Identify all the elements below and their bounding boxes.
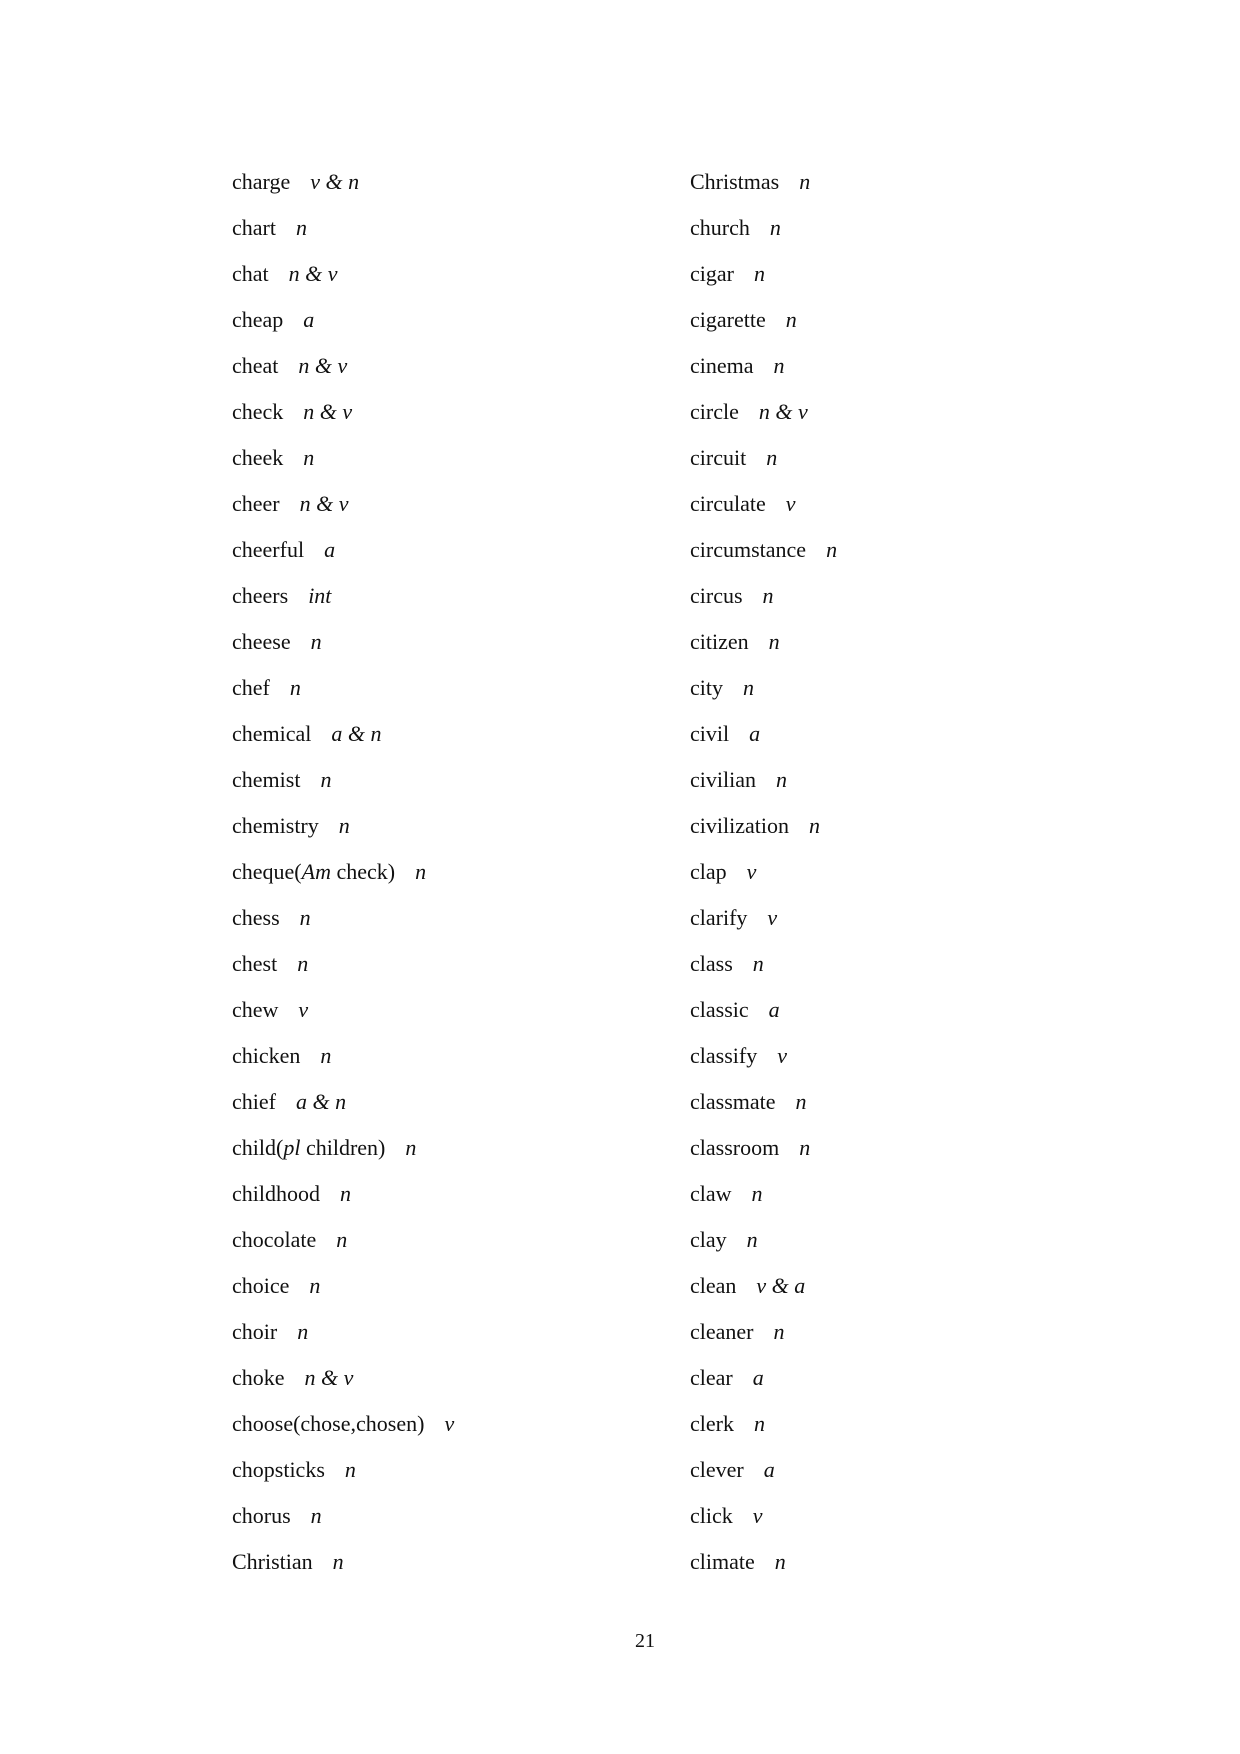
part-of-speech: n [344, 1457, 356, 1482]
part-of-speech: n [297, 1319, 309, 1344]
vocabulary-entry [690, 1033, 837, 1079]
headword [232, 629, 291, 654]
headword-text: clay [690, 1227, 727, 1252]
headword-text: cheap [232, 307, 284, 332]
headword [232, 307, 283, 332]
vocabulary-entry [690, 1401, 837, 1447]
vocabulary-entry [232, 251, 454, 297]
headword-text: circle [690, 399, 739, 424]
word-list-left-column [232, 159, 454, 1585]
headword-text: choose(chose,chosen) [232, 1411, 425, 1436]
vocabulary-entry [232, 205, 454, 251]
vocabulary-entry [690, 1263, 837, 1309]
headword-text: cheque( [232, 859, 302, 884]
headword-text: charge [232, 169, 291, 194]
headword [690, 1227, 727, 1252]
headword [232, 675, 270, 700]
headword [232, 1365, 285, 1390]
headword [232, 169, 290, 194]
vocabulary-entry [690, 573, 837, 619]
headword [690, 1089, 776, 1114]
headword [690, 537, 806, 562]
headword [232, 1273, 289, 1298]
vocabulary-entry [690, 527, 837, 573]
headword [690, 675, 723, 700]
headword [232, 1135, 385, 1160]
vocabulary-entry [232, 711, 454, 757]
part-of-speech: v & a [756, 1273, 806, 1298]
vocabulary-entry [232, 1447, 454, 1493]
vocabulary-entry [232, 1401, 454, 1447]
part-of-speech: n [773, 353, 785, 378]
headword-text: Christmas [690, 169, 780, 194]
headword-text: classmate [690, 1089, 776, 1114]
headword-text: classify [690, 1043, 758, 1068]
vocabulary-entry [232, 435, 454, 481]
vocabulary-entry [232, 159, 454, 205]
vocabulary-entry [232, 849, 454, 895]
headword [690, 261, 734, 286]
headword-text: clerk [690, 1411, 734, 1436]
headword [690, 1457, 744, 1482]
headword-text: clarify [690, 905, 748, 930]
usage-note: Am [301, 859, 331, 884]
part-of-speech: n [799, 169, 811, 194]
headword [690, 1043, 757, 1068]
headword-text: chopsticks [232, 1457, 325, 1482]
vocabulary-entry [690, 1125, 837, 1171]
headword [690, 1181, 732, 1206]
vocabulary-entry [690, 895, 837, 941]
part-of-speech: n [303, 445, 315, 470]
headword [232, 767, 300, 792]
vocabulary-entry [690, 389, 837, 435]
headword [232, 1549, 313, 1574]
part-of-speech: a [303, 307, 315, 332]
headword-text: chest [232, 951, 278, 976]
headword [690, 813, 789, 838]
headword-text: childhood [232, 1181, 320, 1206]
part-of-speech: n [309, 1273, 321, 1298]
headword-text: cigarette [690, 307, 766, 332]
headword-text: civilian [690, 767, 756, 792]
part-of-speech: n [340, 1181, 351, 1206]
part-of-speech: a [752, 1365, 764, 1390]
headword-text: chemist [232, 767, 301, 792]
headword-text: chat [232, 261, 269, 286]
headword [690, 859, 727, 884]
headword [232, 1503, 291, 1528]
part-of-speech: a & n [295, 1089, 347, 1114]
vocabulary-entry [690, 205, 837, 251]
headword-text: choir [232, 1319, 278, 1344]
vocabulary-entry [690, 757, 837, 803]
headword-text: civil [690, 721, 730, 746]
headword-text: class [690, 951, 733, 976]
part-of-speech: n [775, 767, 787, 792]
part-of-speech: n [773, 1319, 785, 1344]
vocabulary-entry [232, 987, 454, 1033]
part-of-speech: n [799, 1135, 811, 1160]
headword-text: cheese [232, 629, 291, 654]
headword-text: chocolate [232, 1227, 317, 1252]
vocabulary-entry [690, 1539, 837, 1585]
vocabulary-entry [690, 1171, 837, 1217]
headword [232, 997, 278, 1022]
headword [232, 445, 283, 470]
vocabulary-entry [232, 527, 454, 573]
headword-text: clear [690, 1365, 733, 1390]
headword-text: clap [690, 859, 727, 884]
vocabulary-entry [690, 711, 837, 757]
part-of-speech: n [766, 445, 778, 470]
part-of-speech: a [324, 537, 336, 562]
vocabulary-entry [232, 1171, 454, 1217]
headword [232, 859, 395, 884]
headword [690, 491, 766, 516]
part-of-speech: n [299, 905, 311, 930]
part-of-speech: n & v [288, 261, 338, 286]
part-of-speech: n [762, 583, 774, 608]
headword-text: climate [690, 1549, 755, 1574]
headword-text: city [690, 675, 723, 700]
part-of-speech: n [332, 1549, 344, 1574]
headword [232, 491, 280, 516]
part-of-speech: n [320, 767, 332, 792]
part-of-speech: v [444, 1411, 455, 1436]
part-of-speech: n & v [298, 353, 348, 378]
part-of-speech: int [308, 583, 332, 608]
vocabulary-entry [232, 803, 454, 849]
headword [232, 1181, 320, 1206]
headword-text: classic [690, 997, 749, 1022]
part-of-speech: v [777, 1043, 787, 1068]
vocabulary-entry [690, 987, 837, 1033]
headword [690, 905, 747, 930]
headword-text: circulate [690, 491, 766, 516]
headword-text: cigar [690, 261, 734, 286]
vocabulary-entry [690, 1217, 837, 1263]
part-of-speech: n [405, 1135, 417, 1160]
headword [690, 721, 729, 746]
headword-text: chart [232, 215, 276, 240]
part-of-speech: n [743, 675, 754, 700]
vocabulary-entry [232, 665, 454, 711]
vocabulary-entry [690, 849, 837, 895]
headword-text-continued: children) [300, 1135, 386, 1160]
vocabulary-entry [232, 481, 454, 527]
headword [232, 1319, 277, 1344]
vocabulary-entry [690, 941, 837, 987]
part-of-speech: v [767, 905, 778, 930]
headword-text: choke [232, 1365, 285, 1390]
vocabulary-entry [690, 435, 837, 481]
vocabulary-entry [232, 297, 454, 343]
headword [232, 583, 288, 608]
part-of-speech: a & n [331, 721, 382, 746]
vocabulary-entry [232, 343, 454, 389]
vocabulary-entry [690, 803, 837, 849]
headword-text: classroom [690, 1135, 780, 1160]
headword [232, 1227, 316, 1252]
headword [232, 813, 319, 838]
part-of-speech: n [768, 629, 780, 654]
part-of-speech: n [310, 629, 322, 654]
headword-text: circumstance [690, 537, 807, 562]
vocabulary-entry [690, 343, 837, 389]
part-of-speech: v & n [310, 169, 360, 194]
part-of-speech: n [795, 1089, 807, 1114]
headword [232, 399, 283, 424]
part-of-speech: n [752, 951, 764, 976]
headword-text: Christian [232, 1549, 313, 1574]
headword-text: chicken [232, 1043, 301, 1068]
headword-text: child( [232, 1135, 284, 1160]
part-of-speech: v [752, 1503, 763, 1528]
headword-text: cheat [232, 353, 279, 378]
part-of-speech: n [336, 1227, 348, 1252]
part-of-speech: n & v [303, 399, 353, 424]
headword-text: chorus [232, 1503, 291, 1528]
headword [232, 721, 311, 746]
vocabulary-entry [690, 251, 837, 297]
headword [690, 997, 749, 1022]
part-of-speech: n & v [304, 1365, 354, 1390]
vocabulary-entry [232, 1309, 454, 1355]
vocabulary-entry [690, 1493, 837, 1539]
headword-text: cheers [232, 583, 289, 608]
part-of-speech: n [785, 307, 797, 332]
headword-text: church [690, 215, 750, 240]
part-of-speech: a [749, 721, 761, 746]
vocabulary-entry [690, 665, 837, 711]
part-of-speech: n [746, 1227, 758, 1252]
vocabulary-entry [232, 941, 454, 987]
headword [232, 1043, 300, 1068]
headword-text: chemistry [232, 813, 319, 838]
usage-note: pl [283, 1135, 301, 1160]
headword [232, 1089, 276, 1114]
part-of-speech: n [751, 1181, 763, 1206]
part-of-speech: n [774, 1549, 786, 1574]
vocabulary-entry [690, 1447, 837, 1493]
part-of-speech: n [338, 813, 350, 838]
vocabulary-entry [690, 481, 837, 527]
headword [690, 767, 756, 792]
vocabulary-entry [232, 389, 454, 435]
part-of-speech: n [769, 215, 781, 240]
vocabulary-entry [232, 573, 454, 619]
headword-text: chef [232, 675, 270, 700]
headword-text-continued: check) [330, 859, 396, 884]
headword [690, 1411, 734, 1436]
headword-text: circus [690, 583, 743, 608]
headword [690, 169, 779, 194]
headword [690, 583, 743, 608]
part-of-speech: n [753, 261, 765, 286]
part-of-speech: v [298, 997, 309, 1022]
headword [232, 1411, 424, 1436]
vocabulary-entry [232, 1217, 454, 1263]
vocabulary-entry [232, 1125, 454, 1171]
headword-text: choice [232, 1273, 290, 1298]
part-of-speech: a [768, 997, 780, 1022]
part-of-speech: n [808, 813, 820, 838]
word-list-right-column [690, 159, 837, 1585]
vocabulary-entry [690, 1079, 837, 1125]
vocabulary-entry [232, 619, 454, 665]
part-of-speech: n [295, 215, 307, 240]
headword [232, 905, 280, 930]
headword-text: chemical [232, 721, 312, 746]
headword [232, 353, 278, 378]
headword [232, 951, 277, 976]
headword [690, 215, 750, 240]
headword-text: claw [690, 1181, 732, 1206]
headword [690, 629, 749, 654]
vocabulary-entry [690, 297, 837, 343]
headword-text: cheerful [232, 537, 305, 562]
part-of-speech: n [753, 1411, 765, 1436]
headword-text: clever [690, 1457, 744, 1482]
part-of-speech: n [320, 1043, 332, 1068]
headword [690, 1365, 733, 1390]
headword [690, 1273, 736, 1298]
vocabulary-entry [690, 1355, 837, 1401]
headword [690, 1319, 754, 1344]
headword [232, 215, 276, 240]
vocabulary-entry [232, 1539, 454, 1585]
vocabulary-entry [232, 895, 454, 941]
headword [232, 1457, 325, 1482]
headword-text: check [232, 399, 284, 424]
part-of-speech: n & v [299, 491, 349, 516]
headword [690, 353, 754, 378]
headword [690, 399, 739, 424]
vocabulary-entry [690, 619, 837, 665]
headword [690, 1549, 755, 1574]
vocabulary-entry [232, 1033, 454, 1079]
headword [690, 307, 766, 332]
vocabulary-entry [690, 159, 837, 205]
headword-text: cleaner [690, 1319, 754, 1344]
part-of-speech: v [785, 491, 796, 516]
headword [232, 537, 304, 562]
page-number: 21 [635, 1630, 655, 1652]
headword-text: chief [232, 1089, 276, 1114]
part-of-speech: a [763, 1457, 775, 1482]
headword-text: cheer [232, 491, 280, 516]
headword-text: circuit [690, 445, 747, 470]
part-of-speech: n [289, 675, 301, 700]
headword [690, 445, 746, 470]
headword-text: chess [232, 905, 280, 930]
headword [232, 261, 269, 286]
vocabulary-entry [232, 1355, 454, 1401]
part-of-speech: n [415, 859, 427, 884]
vocabulary-entry [232, 757, 454, 803]
headword-text: clean [690, 1273, 737, 1298]
part-of-speech: n [310, 1503, 322, 1528]
part-of-speech: n [297, 951, 309, 976]
headword-text: chew [232, 997, 279, 1022]
part-of-speech: n [826, 537, 838, 562]
vocabulary-entry [232, 1263, 454, 1309]
vocabulary-entry [232, 1079, 454, 1125]
vocabulary-entry [232, 1493, 454, 1539]
headword-text: cinema [690, 353, 754, 378]
headword [690, 951, 733, 976]
headword-text: cheek [232, 445, 284, 470]
part-of-speech: v [746, 859, 757, 884]
vocabulary-entry [690, 1309, 837, 1355]
headword-text: click [690, 1503, 733, 1528]
headword-text: citizen [690, 629, 749, 654]
headword [690, 1135, 779, 1160]
part-of-speech: n & v [758, 399, 808, 424]
headword [690, 1503, 733, 1528]
headword-text: civilization [690, 813, 789, 838]
